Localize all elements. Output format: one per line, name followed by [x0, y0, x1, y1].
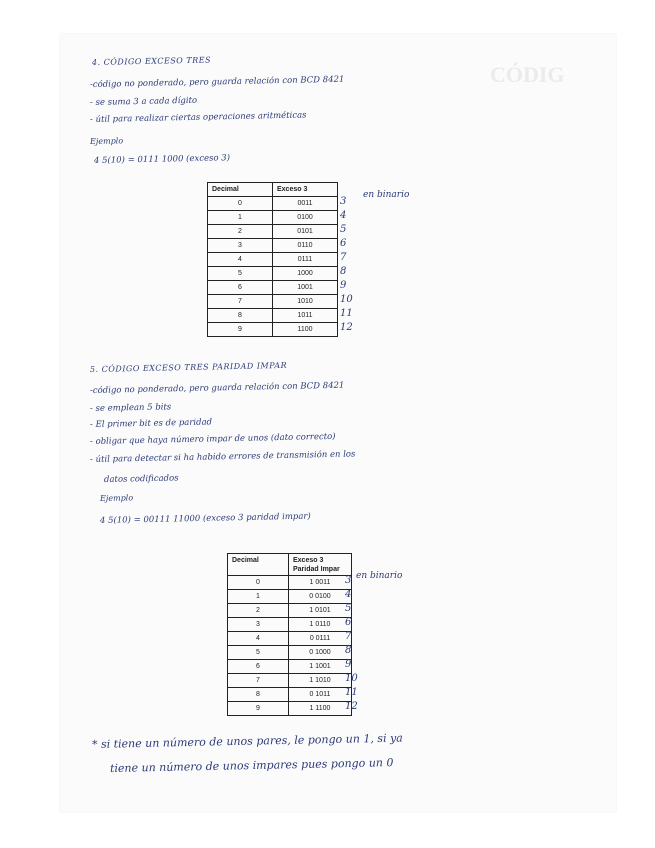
- table-row: [228, 632, 352, 646]
- cell-code: 1001: [273, 281, 338, 295]
- cell-code: 1 1010: [289, 674, 352, 688]
- cell-decimal: 3: [228, 618, 289, 632]
- cell-decimal: 1: [208, 211, 273, 225]
- table-row: [228, 576, 352, 590]
- side-note-decimal-value: 5: [340, 224, 347, 235]
- cell-code: 0110: [273, 239, 338, 253]
- cell-code: 0100: [273, 211, 338, 225]
- side-note-decimal-value: 8: [345, 645, 352, 656]
- table-row: [228, 702, 352, 716]
- cell-code: 1 1001: [289, 660, 352, 674]
- section4-example-expr: 4 5(10) = 0111 1000 (exceso 3): [93, 153, 231, 166]
- table-row: [208, 323, 338, 337]
- side-note-decimal-value: 4: [345, 589, 352, 600]
- cell-decimal: 8: [208, 309, 273, 323]
- cell-decimal: 0: [208, 197, 273, 211]
- section5-bullet-1: -código no ponderado, pero guarda relación con BCD 8421: [89, 380, 345, 396]
- table-header-decimal: Decimal: [208, 183, 273, 197]
- section4-example-label: Ejemplo: [89, 136, 124, 146]
- cell-code: 0101: [273, 225, 338, 239]
- cell-decimal: 0: [228, 576, 289, 590]
- cell-code: 1100: [273, 323, 338, 337]
- table-row: [228, 688, 352, 702]
- cell-code: 1 0110: [289, 618, 352, 632]
- table-row: [228, 660, 352, 674]
- side-note-decimal-value: 10: [340, 294, 353, 305]
- section4-bullet-1: -código no ponderado, pero guarda relación con BCD 8421: [89, 74, 345, 90]
- table2-header-line2: Paridad Impar: [293, 565, 340, 573]
- excess3-odd-parity-table: [227, 553, 352, 716]
- cell-decimal: 6: [208, 281, 273, 295]
- cell-decimal: 8: [228, 688, 289, 702]
- excess3-table: [207, 182, 338, 337]
- cell-code: 0 0111: [289, 632, 352, 646]
- cell-code: 1011: [273, 309, 338, 323]
- section5-bullet-4: - obligar que haya número impar de unos (dato correcto): [89, 431, 336, 447]
- cell-code: 0111: [273, 253, 338, 267]
- footnote-line-1: * si tiene un número de unos pares, le pongo un 1, si ya: [91, 731, 403, 751]
- cell-code: 1 0101: [289, 604, 352, 618]
- section5-example-expr: 4 5(10) = 00111 11000 (exceso 3 paridad impar): [99, 511, 311, 526]
- side-note-decimal-value: 5: [345, 603, 352, 614]
- side-note-decimal-value: 11: [340, 308, 353, 319]
- side-note-decimal-value: 9: [340, 280, 347, 291]
- section5-bullet-5: - útil para detectar si ha habido errores de transmisión en los: [89, 449, 356, 465]
- section4-title: 4. CÓDIGO EXCESO TRES: [91, 55, 212, 67]
- cell-code: 1 0011: [289, 576, 352, 590]
- table-row: [208, 309, 338, 323]
- table-row: [228, 674, 352, 688]
- cell-code: 1000: [273, 267, 338, 281]
- table-row: [228, 604, 352, 618]
- table-row: [208, 295, 338, 309]
- cell-decimal: 7: [228, 674, 289, 688]
- bleed-through-text: CÓDIG: [490, 62, 565, 87]
- cell-decimal: 5: [228, 646, 289, 660]
- section5-bullet-2: - se emplean 5 bits: [89, 402, 172, 414]
- side-note-decimal-value: 4: [340, 210, 347, 221]
- cell-code: 0011: [273, 197, 338, 211]
- table-row: [228, 618, 352, 632]
- side-note-decimal-value: 7: [340, 252, 347, 263]
- cell-code: 0 1000: [289, 646, 352, 660]
- side-note-decimal-value: 6: [345, 617, 352, 628]
- side-note-decimal-value: 3: [340, 196, 347, 207]
- section5-example-label: Ejemplo: [99, 493, 134, 503]
- section4-bullet-3: - útil para realizar ciertas operaciones aritméticas: [89, 110, 307, 125]
- side-note-decimal-value: 9: [345, 659, 352, 670]
- section5-title: 5. CÓDIGO EXCESO TRES PARIDAD IMPAR: [89, 360, 288, 374]
- table-row: [208, 253, 338, 267]
- table-row: [208, 267, 338, 281]
- table-row: [208, 239, 338, 253]
- cell-code: 1 1100: [289, 702, 352, 716]
- cell-decimal: 9: [208, 323, 273, 337]
- side-note-decimal-value: 3: [345, 575, 352, 586]
- cell-decimal: 7: [208, 295, 273, 309]
- cell-decimal: 2: [208, 225, 273, 239]
- table-row: [228, 590, 352, 604]
- cell-decimal: 9: [228, 702, 289, 716]
- cell-code: 0 0100: [289, 590, 352, 604]
- table2-header-decimal: Decimal: [228, 554, 289, 576]
- cell-decimal: 3: [208, 239, 273, 253]
- table-row: [208, 211, 338, 225]
- side-note-decimal-value: 12: [345, 701, 358, 712]
- section5-bullet-3: - El primer bit es de paridad: [89, 417, 213, 430]
- section5-bullet-6: datos codificados: [103, 473, 179, 485]
- cell-decimal: 4: [208, 253, 273, 267]
- cell-code: 0 1011: [289, 688, 352, 702]
- table-row: [208, 197, 338, 211]
- footnote-line-2: tiene un número de unos impares pues pongo un 0: [109, 756, 394, 775]
- side-note-decimal-value: 12: [340, 322, 353, 333]
- table2-header-exceso3: [289, 554, 352, 576]
- side-note-decimal-value: 10: [345, 673, 358, 684]
- table-row: [208, 225, 338, 239]
- side-note-decimal-value: 6: [340, 238, 347, 249]
- section4-bullet-2: - se suma 3 a cada dígito: [89, 95, 198, 108]
- cell-decimal: 6: [228, 660, 289, 674]
- table1-binary-note: en binario: [363, 190, 410, 200]
- side-note-decimal-value: 11: [345, 687, 358, 698]
- table-header-exceso3: Exceso 3: [273, 183, 338, 197]
- cell-decimal: 5: [208, 267, 273, 281]
- table-row: [208, 281, 338, 295]
- cell-decimal: 4: [228, 632, 289, 646]
- table2-header-line1: Exceso 3: [293, 556, 324, 564]
- cell-decimal: 2: [228, 604, 289, 618]
- side-note-decimal-value: 8: [340, 266, 347, 277]
- table2-binary-note: en binario: [356, 571, 403, 581]
- side-note-decimal-value: 7: [345, 631, 352, 642]
- cell-decimal: 1: [228, 590, 289, 604]
- cell-code: 1010: [273, 295, 338, 309]
- table-row: [228, 646, 352, 660]
